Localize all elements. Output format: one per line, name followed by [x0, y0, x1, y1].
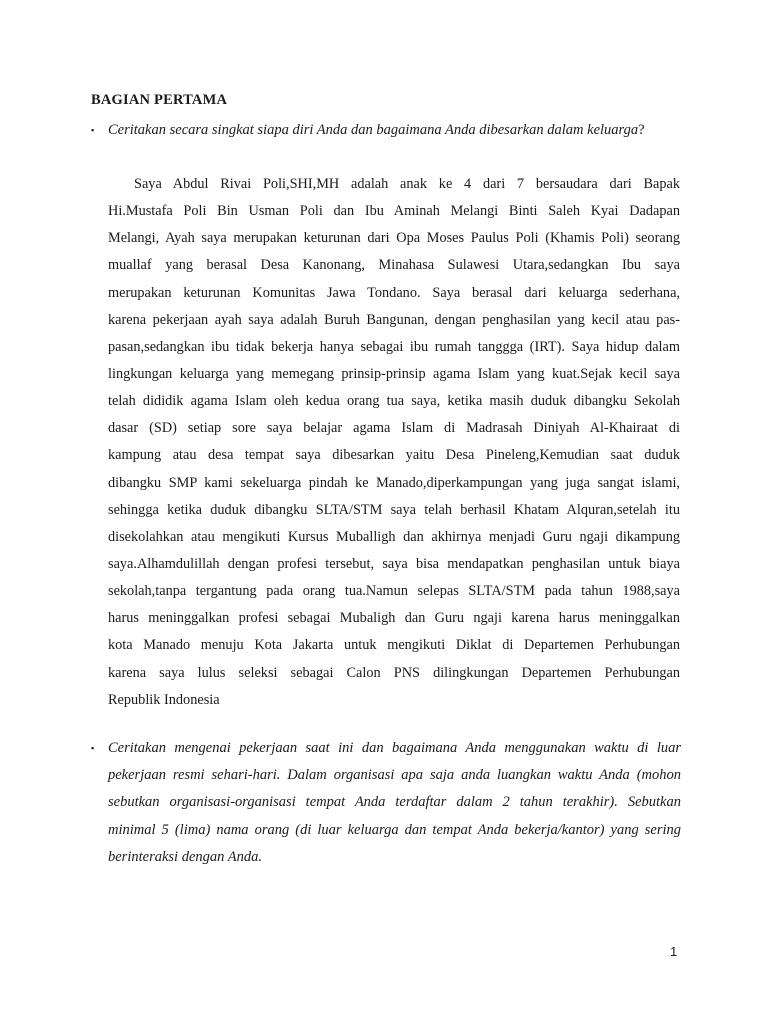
paragraph-line: pasan,sedangkan ibu tidak bekerja hanya sebagai ibu rumah tanggga (IRT). Saya hidup dalam — [108, 338, 680, 355]
paragraph-line: dibangku SMP kami sekeluarga pindah ke Manado,diperkampungan yang juga sangat islami, — [108, 474, 680, 491]
paragraph-line: kota Manado menuju Kota Jakarta untuk mengikuti Diklat di Departemen Perhubungan — [108, 637, 680, 654]
question-line: Ceritakan mengenai pekerjaan saat ini dan bagaimana Anda menggunakan waktu di luar — [108, 740, 681, 756]
square-bullet-icon: ▪ — [91, 743, 95, 753]
page-number: 1 — [670, 944, 678, 959]
paragraph-line: disekolahkan atau mengikuti Kursus Muballigh dan akhirnya menjadi Guru ngaji dikampung — [108, 528, 680, 545]
question-line: pekerjaan resmi sehari-hari. Dalam organisasi apa saja anda luangkan waktu Anda (mohon — [108, 767, 681, 784]
paragraph-line: sehingga ketika duduk dibangku SLTA/STM saya telah berhasil Khatam Alquran,setelah itu — [108, 501, 680, 518]
paragraph-line: kampung atau desa tempat saya dibesarkan yaitu Desa Pineleng,Kemudian saat duduk — [108, 447, 680, 464]
paragraph-line: Melangi, Ayah saya merupakan keturunan dari Opa Moses Paulus Poli (Khamis Poli) seorang — [108, 230, 680, 247]
paragraph-line: karena saya lulus seleksi sebagai Calon PNS dilingkungan Departemen Perhubungan — [108, 664, 680, 681]
paragraph-line: sekolah,tanpa tergantung pada orang tua.Namun selepas SLTA/STM pada tahun 1988,saya — [108, 583, 680, 600]
question-2-text — [108, 735, 681, 871]
question-line: berinteraksi dengan Anda. — [108, 848, 262, 865]
question-1-prompt: Ceritakan secara singkat siapa diri Anda dan bagaimana Anda dibesarkan dalam keluarga — [108, 122, 639, 138]
answer-1-paragraph — [108, 171, 680, 714]
question-line: minimal 5 (lima) nama orang (di luar keluarga dan tempat Anda bekerja/kantor) yang sering — [108, 821, 681, 838]
question-1 — [91, 120, 681, 140]
question-1-mark: ? — [638, 122, 645, 138]
paragraph-line: Saya Abdul Rivai Poli,SHI,MH adalah anak ke 4 dari 7 bersaudara dari Bapak — [134, 176, 680, 192]
paragraph-line: telah dididik agama Islam oleh kedua orang tua saya, ketika masih duduk dibangku Sekolah — [108, 393, 680, 410]
question-2 — [91, 735, 681, 871]
paragraph-line: saya.Alhamdulillah dengan profesi tersebut, saya bisa mendapatkan penghasilan untuk biaya — [108, 555, 680, 572]
paragraph-line: karena pekerjaan ayah saya adalah Buruh Bangunan, dengan penghasilan yang kecil atau pas- — [108, 311, 680, 328]
paragraph-line: lingkungan keluarga yang memegang prinsip-prinsip agama Islam yang kuat.Sejak kecil saya — [108, 365, 680, 382]
paragraph-line: merupakan keturunan Komunitas Jawa Tondano. Saya berasal dari keluarga sederhana, — [108, 284, 680, 301]
paragraph-line: Republik Indonesia — [108, 691, 220, 708]
question-line: sebutkan organisasi-organisasi tempat Anda terdaftar dalam 2 tahun terakhir). Sebutkan — [108, 794, 681, 811]
paragraph-line: dasar (SD) setiap sore saya belajar agama Islam di Madrasah Diniyah Al-Khairaat di — [108, 420, 680, 437]
section-heading: BAGIAN PERTAMA — [91, 92, 228, 108]
paragraph-line: harus meninggalkan profesi sebagai Mubaligh dan Guru ngaji karena harus meninggalkan — [108, 610, 680, 627]
paragraph-line: muallaf yang berasal Desa Kanonang, Minahasa Sulawesi Utara,sedangkan Ibu saya — [108, 257, 680, 274]
question-1-text — [108, 120, 645, 140]
paragraph-line: Hi.Mustafa Poli Bin Usman Poli dan Ibu Aminah Melangi Binti Saleh Kyai Dadapan — [108, 203, 680, 220]
square-bullet-icon: ▪ — [91, 125, 95, 135]
